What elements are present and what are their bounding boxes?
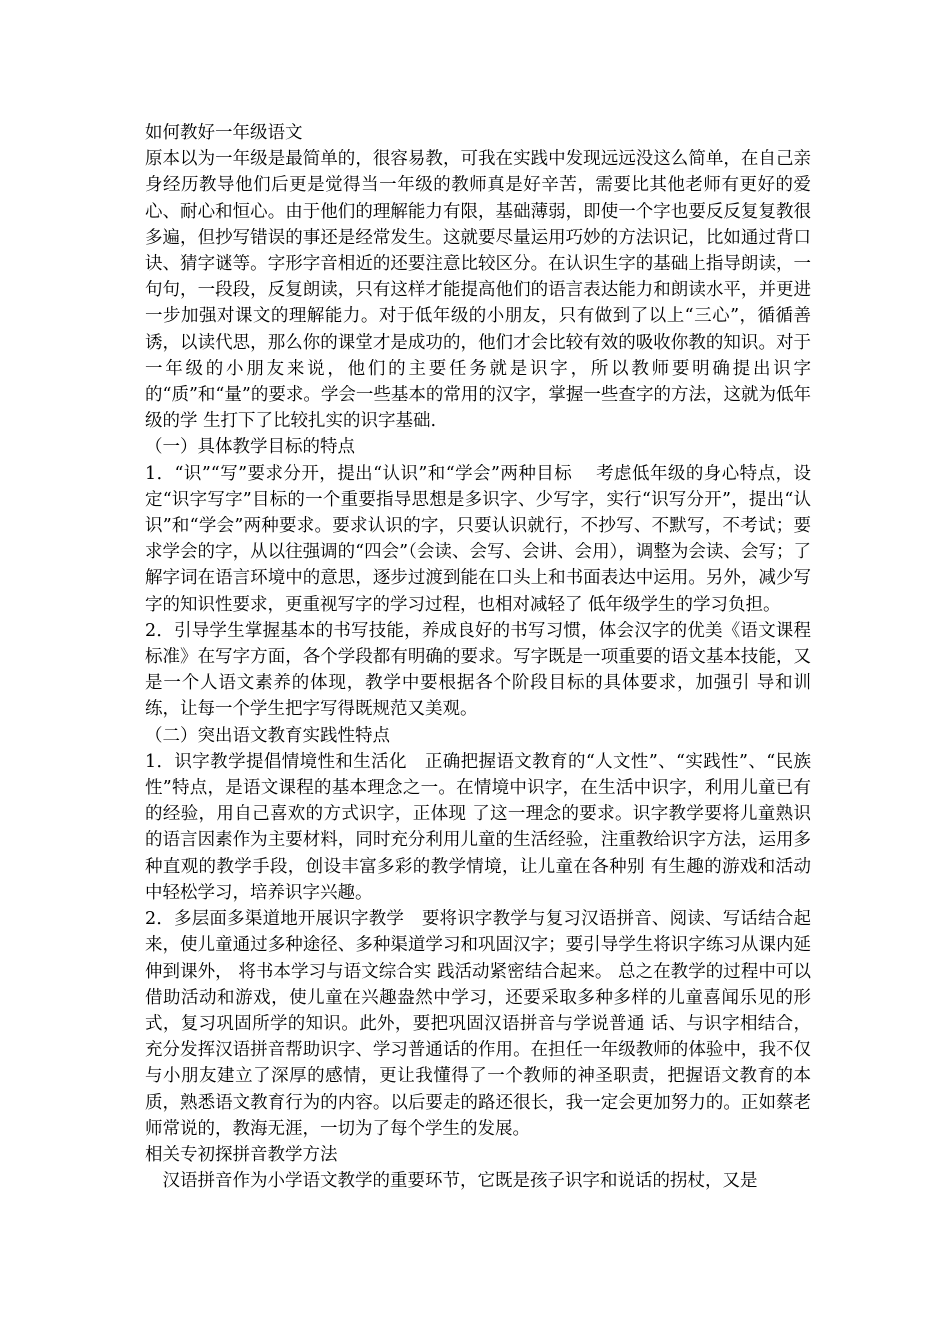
paragraph-practice-1: 1．识字教学提倡情境性和生活化 正确把握语文教育的“人文性”、“实践性”、“民族性”特点，是语文课程的基本理念之一。在情境中识字，在生活中识字，利用儿童已有的经验，用自己喜欢的方式识字，正体现 了这一理念的要求。识字教学要将儿童熟识的语言因素作为主要材料，同时充分利用儿童的生活经验，注重教给识字方法，运用多种直观的教学手段，创设丰富多彩的教学情境，让儿童在各种别 有生趣的游戏和活动中轻松学习，培养识字兴趣。 — [145, 751, 811, 903]
document-body — [145, 120, 811, 1194]
intro-paragraph: 原本以为一年级是最简单的，很容易教，可我在实践中发现远远没这么简单，在自己亲身经历教导他们后更是觉得当一年级的教师真是好辛苦，需要比其他老师有更好的爱心、耐心和恒心。由于他们的理解能力有限，基础薄弱，即使一个字也要反反复复教很多遍，但抄写错误的事还是经常发生。这就要尽量运用巧妙的方法识记，比如通过背口诀、猜字谜等。字形字音相近的还要注意比较区分。在认识生字的基础上指导朗读，一句句，一段段，反复朗读，只有这样才能提高他们的语言表达能力和朗读水平，并更进一步加强对课文的理解能力。对于低年级的小朋友，只有做到了以上“三心”，循循善诱，以读代思，那么你的课堂才是成功的，他们才会比较有效的吸收你教的知识。对于一年级的小朋友来说，他们的主要任务就是识字，所以教师要明确提出识字的“质”和“量”的要求。学会一些基本的常用的汉字，掌握一些查字的方法，这就为低年级的学 生打下了比较扎实的识字基础. — [145, 149, 811, 432]
section-heading-pinyin: 相关专初探拼音教学方法 — [145, 1144, 338, 1165]
paragraph-goal-2: 2．引导学生掌握基本的书写技能，养成良好的书写习惯，体会汉字的优美《语文课程标准》在写字方面，各个学段都有明确的要求。写字既是一项重要的语文基本技能，又是一个人语文素养的体现，教学中要根据各个阶段目标的具体要求，加强引 导和训练，让每一个学生把字写得既规范又美观。 — [145, 620, 811, 720]
paragraph-practice-2: 2．多层面多渠道地开展识字教学 要将识字教学与复习汉语拼音、阅读、写话结合起来，使儿童通过多种途径、多种渠道学习和巩固汉字；要引导学生将识字练习从课内延伸到课外， 将书本学习与语文综合实 践活动紧密结合起来。 总之在教学的过程中可以借助活动和游戏，使儿童在兴趣盎然中学习，还要采取多种多样的儿童喜闻乐见的形式，复习巩固所学的知识。此外，要把巩固汉语拼音与学说普通 话、与识字相结合，充分发挥汉语拼音帮助识字、学习普通话的作用。在担任一年级教师的体验中，我不仅与小朋友建立了深厚的感情，更让我懂得了一个教师的神圣职责，把握语文教育的本质，熟悉语文教育行为的内容。以后要走的路还很长，我一定会更加努力的。正如蔡老师常说的，教海无涯，一切为了每个学生的发展。 — [145, 909, 811, 1139]
paragraph-goal-1: 1．“识”“写”要求分开，提出“认识”和“学会”两种目标 考虑低年级的身心特点，设定“识字写字”目标的一个重要指导思想是多识字、少写字，实行“识写分开”，提出“认识”和“学会”两种要求。要求认识的字，只要认识就行，不抄写、不默写，不考试；要求学会的字，从以往强调的“四会”（会读、会写、会讲、会用），调整为会读、会写；了解字词在语言环境中的意思，逐步过渡到能在口头上和书面表达中运用。另外，减少写字的知识性要求，更重视写字的学习过程，也相对减轻了 低年级学生的学习负担。 — [145, 463, 811, 615]
document-title: 如何教好一年级语文 — [145, 123, 303, 143]
paragraph-pinyin: 汉语拼音作为小学语文教学的重要环节，它既是孩子识字和说话的拐杖，又是 — [145, 1171, 758, 1192]
section-heading-practice: （二）突出语文教育实践性特点 — [145, 725, 390, 746]
section-heading-goals: （一）具体教学目标的特点 — [145, 437, 355, 458]
